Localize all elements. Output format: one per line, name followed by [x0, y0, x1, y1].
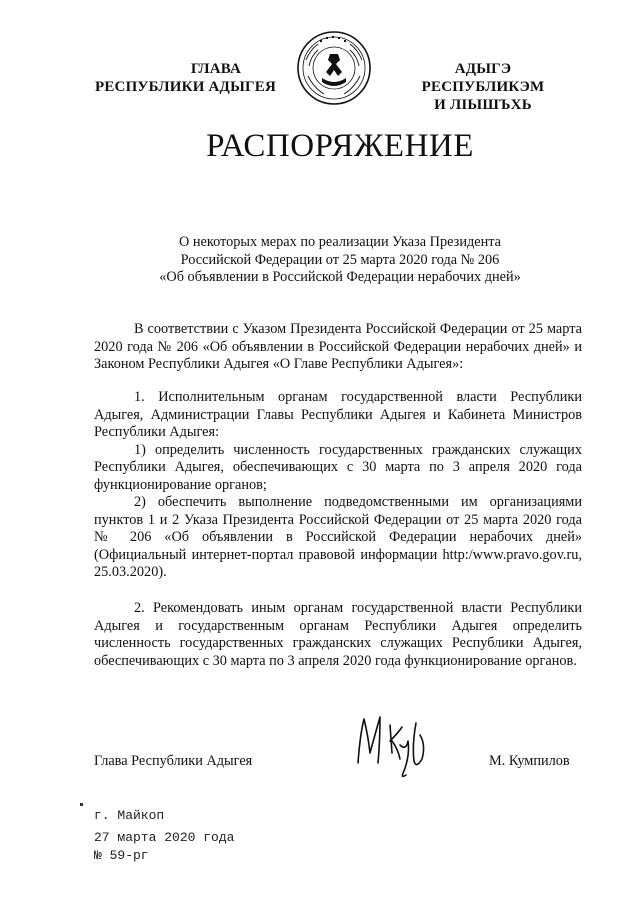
document-title: РАСПОРЯЖЕНИЕ — [206, 128, 474, 164]
item1-text: 1. Исполнительным органам государственной власти Республики Адыгея, Администрации Главы Республики Адыгея и Кабинета Министров Республики Адыгея: — [94, 389, 582, 440]
header-right-line2: И ЛІЫШЪХЬ — [434, 97, 532, 113]
signatory-position: Глава Республики Адыгея — [94, 753, 253, 769]
document-number: № 59-рг — [94, 848, 149, 863]
item1-subitem1-text: 1) определить численность государственных гражданских служащих Республики Адыгея, обеспечивающих с 30 марта по 3 апреля 2020 года функционирование органов; — [94, 441, 582, 493]
header-left-line1: ГЛАВА — [190, 61, 242, 77]
document-date: 27 марта 2020 года — [94, 830, 235, 845]
subject-line: О некоторых мерах по реализации Указа Президента — [178, 234, 502, 250]
subject-line: «Об объявлении в Российской Федерации нерабочих дней» — [159, 269, 521, 285]
document-place: г. Майкоп — [94, 808, 165, 823]
handwritten-signature — [350, 705, 440, 785]
document-subject — [120, 234, 560, 287]
coat-of-arms-icon — [296, 30, 372, 106]
subject-line: Российской Федерации от 25 марта 2020 года № 206 — [180, 251, 500, 268]
header-right-title — [398, 60, 568, 114]
item1-subitem2-text: 2) обеспечить выполнение подведомственными им организациями пунктов 1 и 2 Указа Президента Российской Федерации от 25 марта 2020 года № 206 «Об объявлении в Российской Федерации нерабочих дней» (Официальный интернет-портал правовой информации http:/www.pravo.gov.ru, 25.03.2020). — [94, 494, 582, 580]
basis-text: В соответствии с Указом Президента Российской Федерации от 25 марта 2020 года № 206 «Об объявлении в Российской Федерации нерабочих дней» и Законом Республики Адыгея «О Главе Республики Адыгея»: — [94, 321, 582, 372]
item2-text: 2. Рекомендовать иным органам государственной власти Республики Адыгея и государственным органам Республики Адыгея определить численность государственных гражданских служащих Республики Адыгея, обеспечивающих с 30 марта по 3 апреля 2020 года функционирование органов. — [94, 600, 582, 669]
basis-paragraph — [94, 321, 582, 374]
margin-mark — [80, 803, 83, 806]
item2-section — [94, 600, 582, 670]
header-left-title — [92, 60, 276, 96]
item1-section — [94, 389, 582, 582]
header-right-line1: АДЫГЭ РЕСПУБЛИКЭМ — [421, 61, 545, 95]
signatory-name: М. Кумпилов — [489, 753, 570, 769]
header-left-line2: РЕСПУБЛИКИ АДЫГЕЯ — [94, 79, 276, 95]
